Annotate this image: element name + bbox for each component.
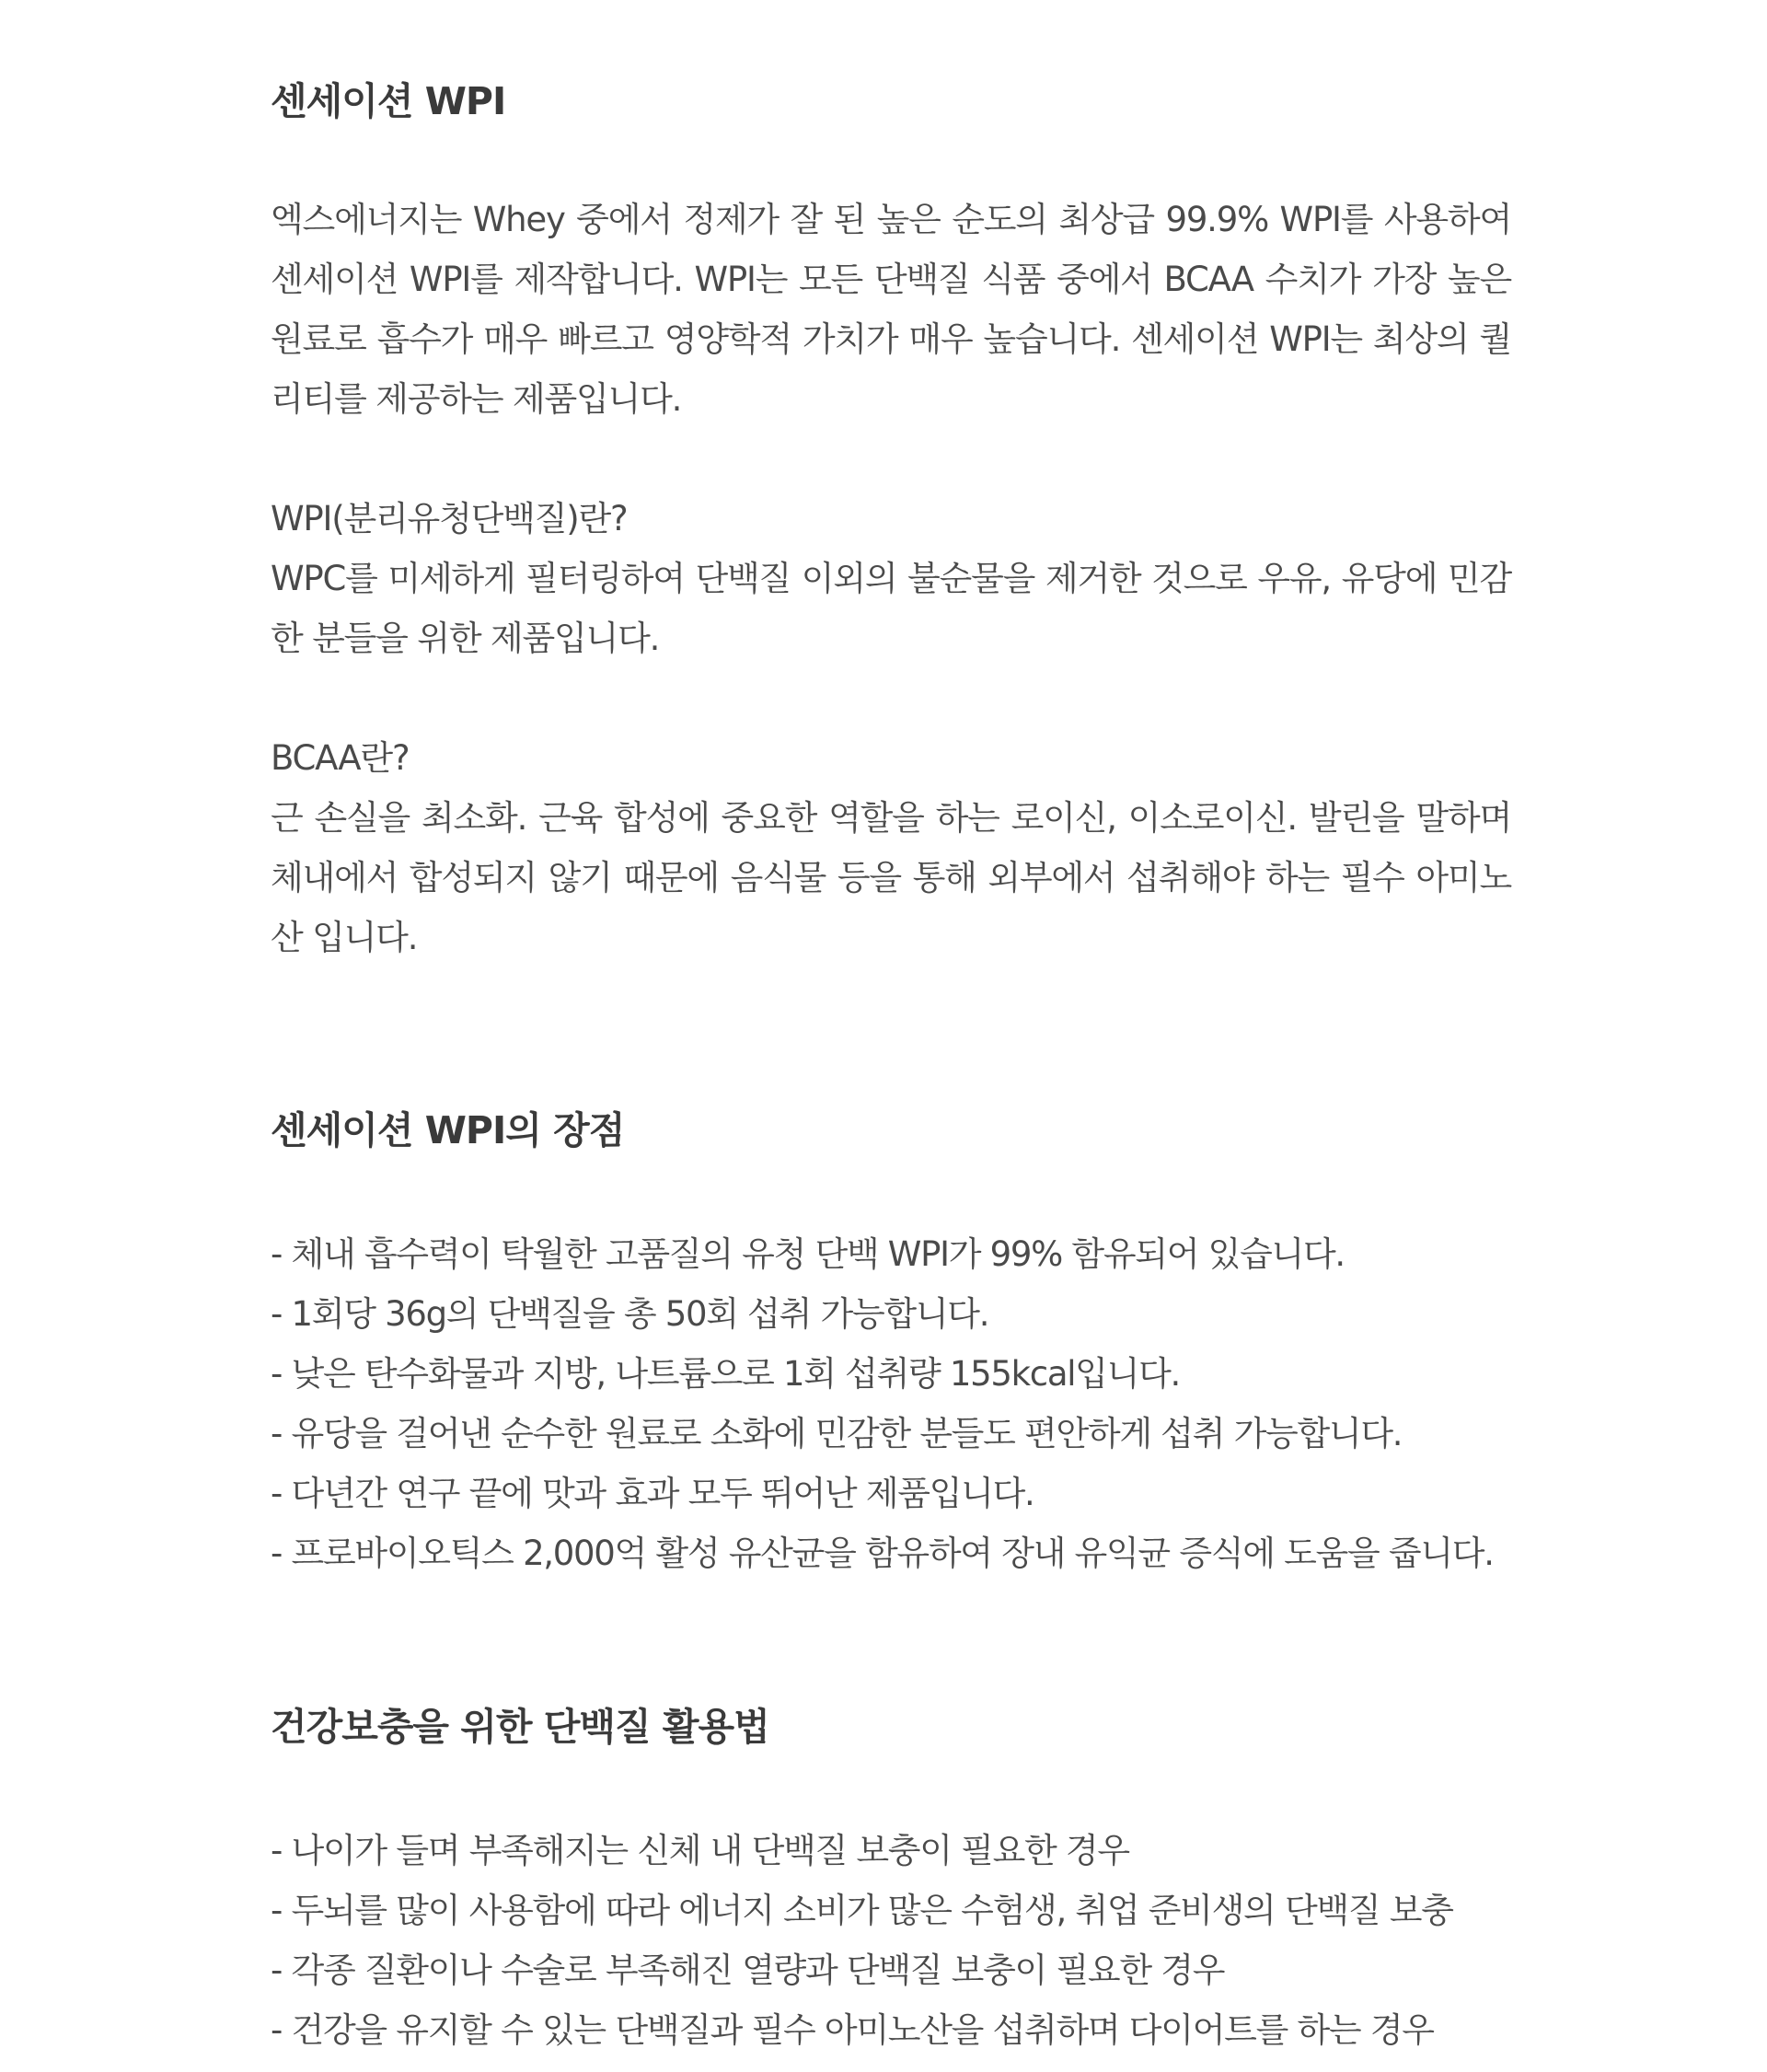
advantage-item: - 낮은 탄수화물과 지방, 나트륨으로 1회 섭취량 155kcal입니다. bbox=[271, 1354, 1180, 1394]
usage-item: - 두뇌를 많이 사용함에 따라 에너지 소비가 많은 수험생, 취업 준비생의 단백질 보충 bbox=[271, 1891, 1453, 1930]
section-title-usage: 건강보충을 위한 단백질 활용법 bbox=[271, 1705, 769, 1749]
intro-paragraph: 엑스에너지는 Whey 중에서 정제가 잘 된 높은 순도의 최상급 99.9% WPI를 사용하여 센세이션 WPI를 제작합니다. WPI는 모든 단백질 식품 중에서 BCAA 수치가 가장 높은 원료로 흡수가 매우 빠르고 영양학적 가치가 매우 높습니다. 센세이션 WPI는 최상의 퀄리티를 제공하는 제품입니다. bbox=[271, 200, 1511, 419]
advantage-item: - 1회당 36g의 단백질을 총 50회 섭취 가능합니다. bbox=[271, 1294, 989, 1334]
bcaa-definition-answer: 근 손실을 최소화. 근육 합성에 중요한 역할을 하는 로이신, 이소로이신. 발린을 말하며 체내에서 합성되지 않기 때문에 음식물 등을 통해 외부에서 섭취해야 하는 필수 아미노산 입니다. bbox=[271, 798, 1511, 957]
usage-item: - 건강을 유지할 수 있는 단백질과 필수 아미노산을 섭취하며 다이어트를 하는 경우 bbox=[271, 2010, 1434, 2050]
usage-list bbox=[271, 1821, 1511, 2060]
section-title-intro: 센세이션 WPI bbox=[271, 79, 506, 123]
bcaa-definition bbox=[271, 728, 1511, 967]
advantage-item: - 프로바이오틱스 2,000억 활성 유산균을 함유하여 장내 유익균 증식에 도움을 줍니다. bbox=[271, 1534, 1494, 1573]
advantages-list bbox=[271, 1224, 1511, 1583]
advantage-item: - 체내 흡수력이 탁월한 고품질의 유청 단백 WPI가 99% 함유되어 있습니다. bbox=[271, 1234, 1345, 1274]
advantage-item: - 유당을 걸어낸 순수한 원료로 소화에 민감한 분들도 편안하게 섭취 가능합니다. bbox=[271, 1414, 1403, 1453]
usage-item: - 나이가 들며 부족해지는 신체 내 단백질 보충이 필요한 경우 bbox=[271, 1831, 1129, 1870]
bcaa-definition-question: BCAA란? bbox=[271, 738, 410, 778]
advantage-item: - 다년간 연구 끝에 맛과 효과 모두 뛰어난 제품입니다. bbox=[271, 1474, 1034, 1513]
product-description bbox=[271, 0, 1511, 2060]
section-title-advantages: 센세이션 WPI의 장점 bbox=[271, 1108, 625, 1152]
wpi-definition-question: WPI(분리유청단백질)란? bbox=[271, 499, 628, 538]
usage-item: - 각종 질환이나 수술로 부족해진 열량과 단백질 보충이 필요한 경우 bbox=[271, 1950, 1225, 1990]
wpi-definition bbox=[271, 489, 1511, 668]
wpi-definition-answer: WPC를 미세하게 필터링하여 단백질 이외의 불순물을 제거한 것으로 우유, 유당에 민감한 분들을 위한 제품입니다. bbox=[271, 559, 1511, 658]
